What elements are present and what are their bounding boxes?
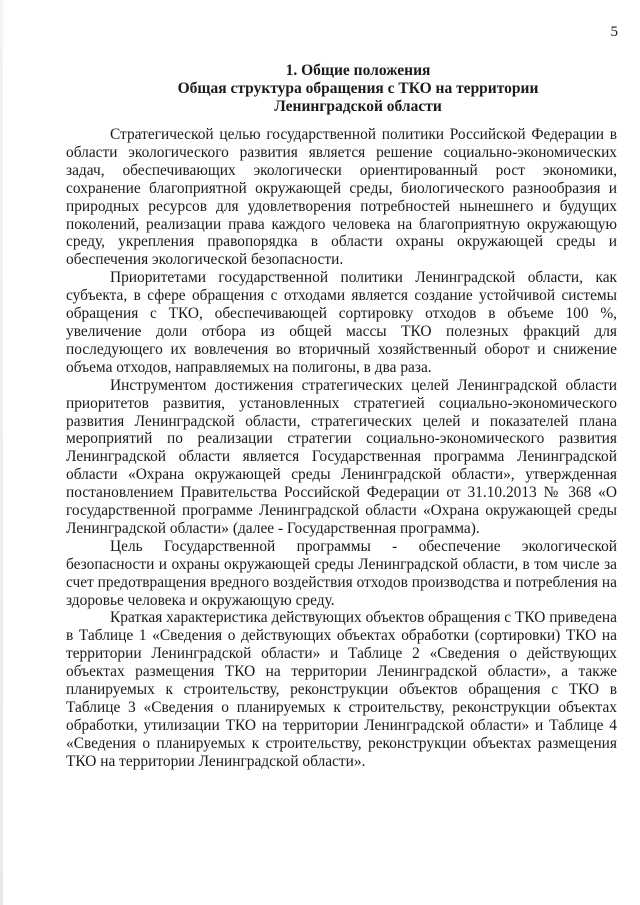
paragraph-priorities: Приоритетами государственной политики Ленинградской области, как субъекта, в сфере обращения с отходами является создание устойчивой системы обращения с ТКО, обеспечивающей сортировку отходов в объеме 100 %, увеличение доли отбора из общей массы ТКО полезных фракций для последующего их вовлечения во вторичный хозяйственный оборот и снижение объема отходов, направляемых на полигоны, в два раза. [66, 269, 617, 376]
heading-line-1: 1. Общие положения [285, 62, 431, 79]
scan-edge [0, 0, 3, 905]
paragraph-strategic-goal: Стратегической целью государственной политики Российской Федерации в области экологического развития является решение социально-экономических задач, обеспечивающих экологически ориентированный рост экономики, сохранение благоприятной окружающей среды, биологического разнообразия и природных ресурсов для удовлетворения потребностей нынешнего и будущих поколений, реализации права каждого человека на благоприятную окружающую среду, укрепления правопорядка в области охраны окружающей среды и обеспечения экологической безопасности. [66, 126, 617, 269]
page-number: 5 [610, 24, 618, 40]
body-text [66, 126, 617, 771]
paragraph-instrument: Инструментом достижения стратегических целей Ленинградской области приоритетов развития, установленных стратегией социально-экономического развития Ленинградской области, стратегических целей и показателей плана мероприятий по реализации стратегии социально-экономического развития Ленинградской области является Государственная программа Ленинградской области «Охрана окружающей среды Ленинградской области», утвержденная постановлением Правительства Российской Федерации от 31.10.2013 № 368 «О государственной программе Ленинградской области «Охрана окружающей среды Ленинградской области» (далее - Государственная программа). [66, 376, 617, 537]
heading-line-2: Общая структура обращения с ТКО на территории [177, 80, 539, 97]
paragraph-tables-summary: Краткая характеристика действующих объектов обращения с ТКО приведена в Таблице 1 «Сведения о действующих объектах обработки (сортировки) ТКО на территории Ленинградской области» и Таблице 2 «Сведения о действующих объектах размещения ТКО на территории Ленинградской области», а также планируемых к строительству, реконструкции объектов обращения с ТКО в Таблице 3 «Сведения о планируемых к строительству, реконструкции объектах обработки, утилизации ТКО на территории Ленинградской области» и Таблице 4 «Сведения о планируемых к строительству, реконструкции объектах размещения ТКО на территории Ленинградской области». [66, 609, 617, 770]
paragraph-program-goal: Цель Государственной программы - обеспечение экологической безопасности и охраны окружающей среды Ленинградской области, в том числе за счет предотвращения вредного воздействия отходов производства и потребления на здоровье человека и окружающую среду. [66, 537, 617, 609]
section-heading [60, 62, 640, 116]
heading-line-3: Ленинградской области [274, 98, 442, 115]
